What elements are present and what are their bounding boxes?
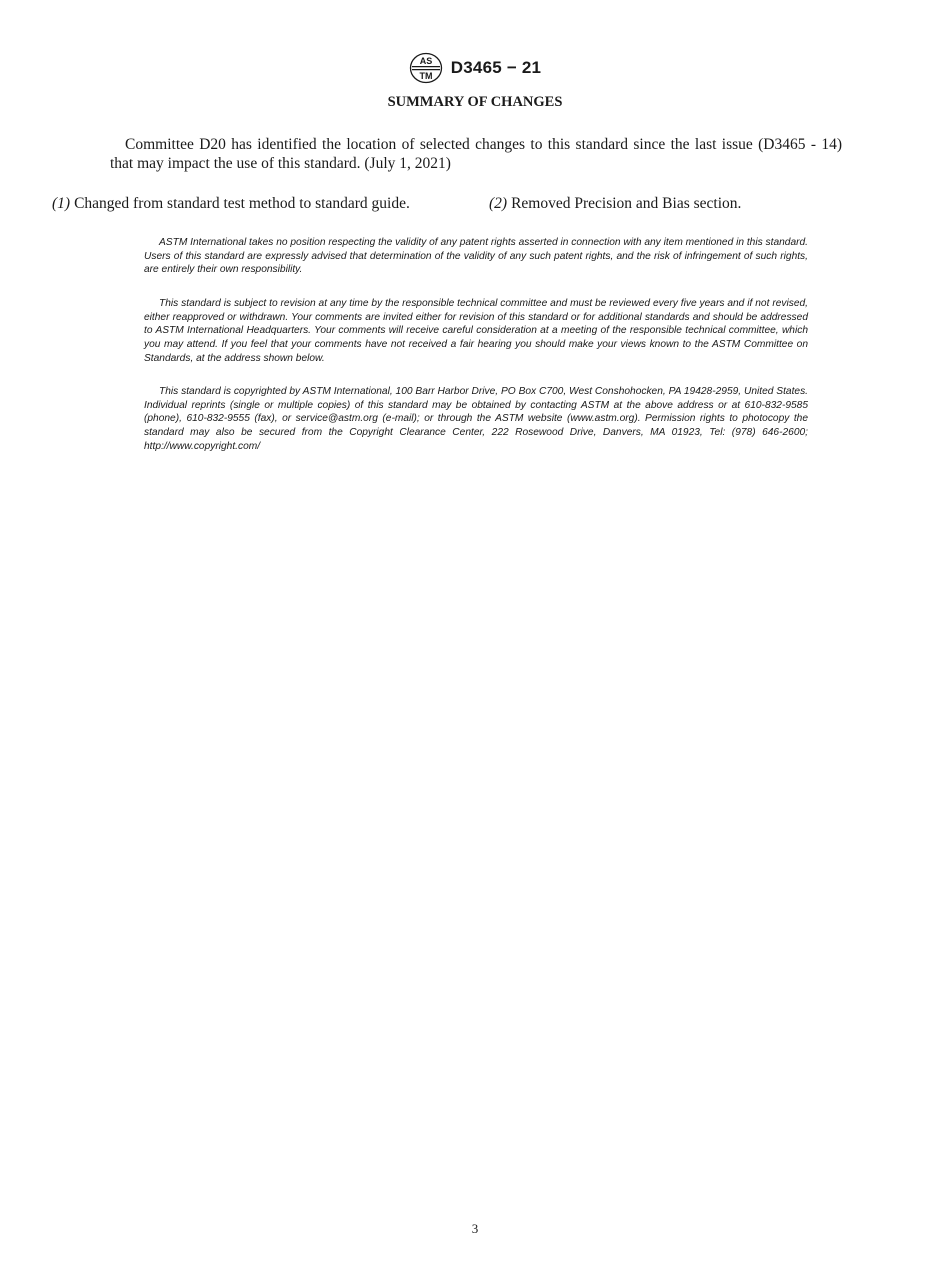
summary-of-changes-heading: SUMMARY OF CHANGES [387,94,563,110]
page-number: 3 [471,1221,479,1236]
change-item-number: (2) [489,195,508,212]
document-header [0,52,950,84]
svg-text:AS: AS [419,56,433,66]
svg-text:TM: TM [419,71,433,81]
change-item-2 [489,195,741,213]
astm-logo-icon [409,52,443,84]
standard-designation: D3465 − 21 [450,58,542,77]
change-item-number: (1) [52,195,71,212]
change-item-1 [52,195,410,213]
change-item-text: Changed from standard test method to standard guide. [74,195,410,212]
summary-intro-paragraph: Committee D20 has identified the location of selected changes to this standard since the last issue (D3465 - 14) that may impact the use of this standard. (July 1, 2021) [110,136,842,172]
change-item-text: Removed Precision and Bias section. [511,195,742,212]
copyright-notice: This standard is copyrighted by ASTM International, 100 Barr Harbor Drive, PO Box C700, West Conshohocken, PA 19428-2959, United States. Individual reprints (single or multiple copies) of this standard may be obtained by contacting ASTM at the above address or at 610-832-9585 (phone), 610-832-9555 (fax), or service@astm.org (e-mail); or through the ASTM website (www.astm.org). Permission rights to photocopy the standard may also be secured from the Copyright Clearance Center, 222 Rosewood Drive, Danvers, MA 01923, Tel: (978) 646-2600; http://www.copyright.com/ [144,386,808,452]
patent-rights-notice: ASTM International takes no position respecting the validity of any patent rights asserted in connection with any item mentioned in this standard. Users of this standard are expressly advised that determination of the validity of any such patent rights, and the risk of infringement of such rights, are entirely their own responsibility. [144,237,808,276]
revision-notice: This standard is subject to revision at any time by the responsible technical committee and must be reviewed every five years and if not revised, either reapproved or withdrawn. Your comments are invited either for revision of this standard or for additional standards and should be addressed to ASTM International Headquarters. Your comments will receive careful consideration at a meeting of the responsible technical committee, which you may attend. If you feel that your comments have not received a fair hearing you should make your views known to the ASTM Committee on Standards, at the address shown below. [144,298,808,364]
